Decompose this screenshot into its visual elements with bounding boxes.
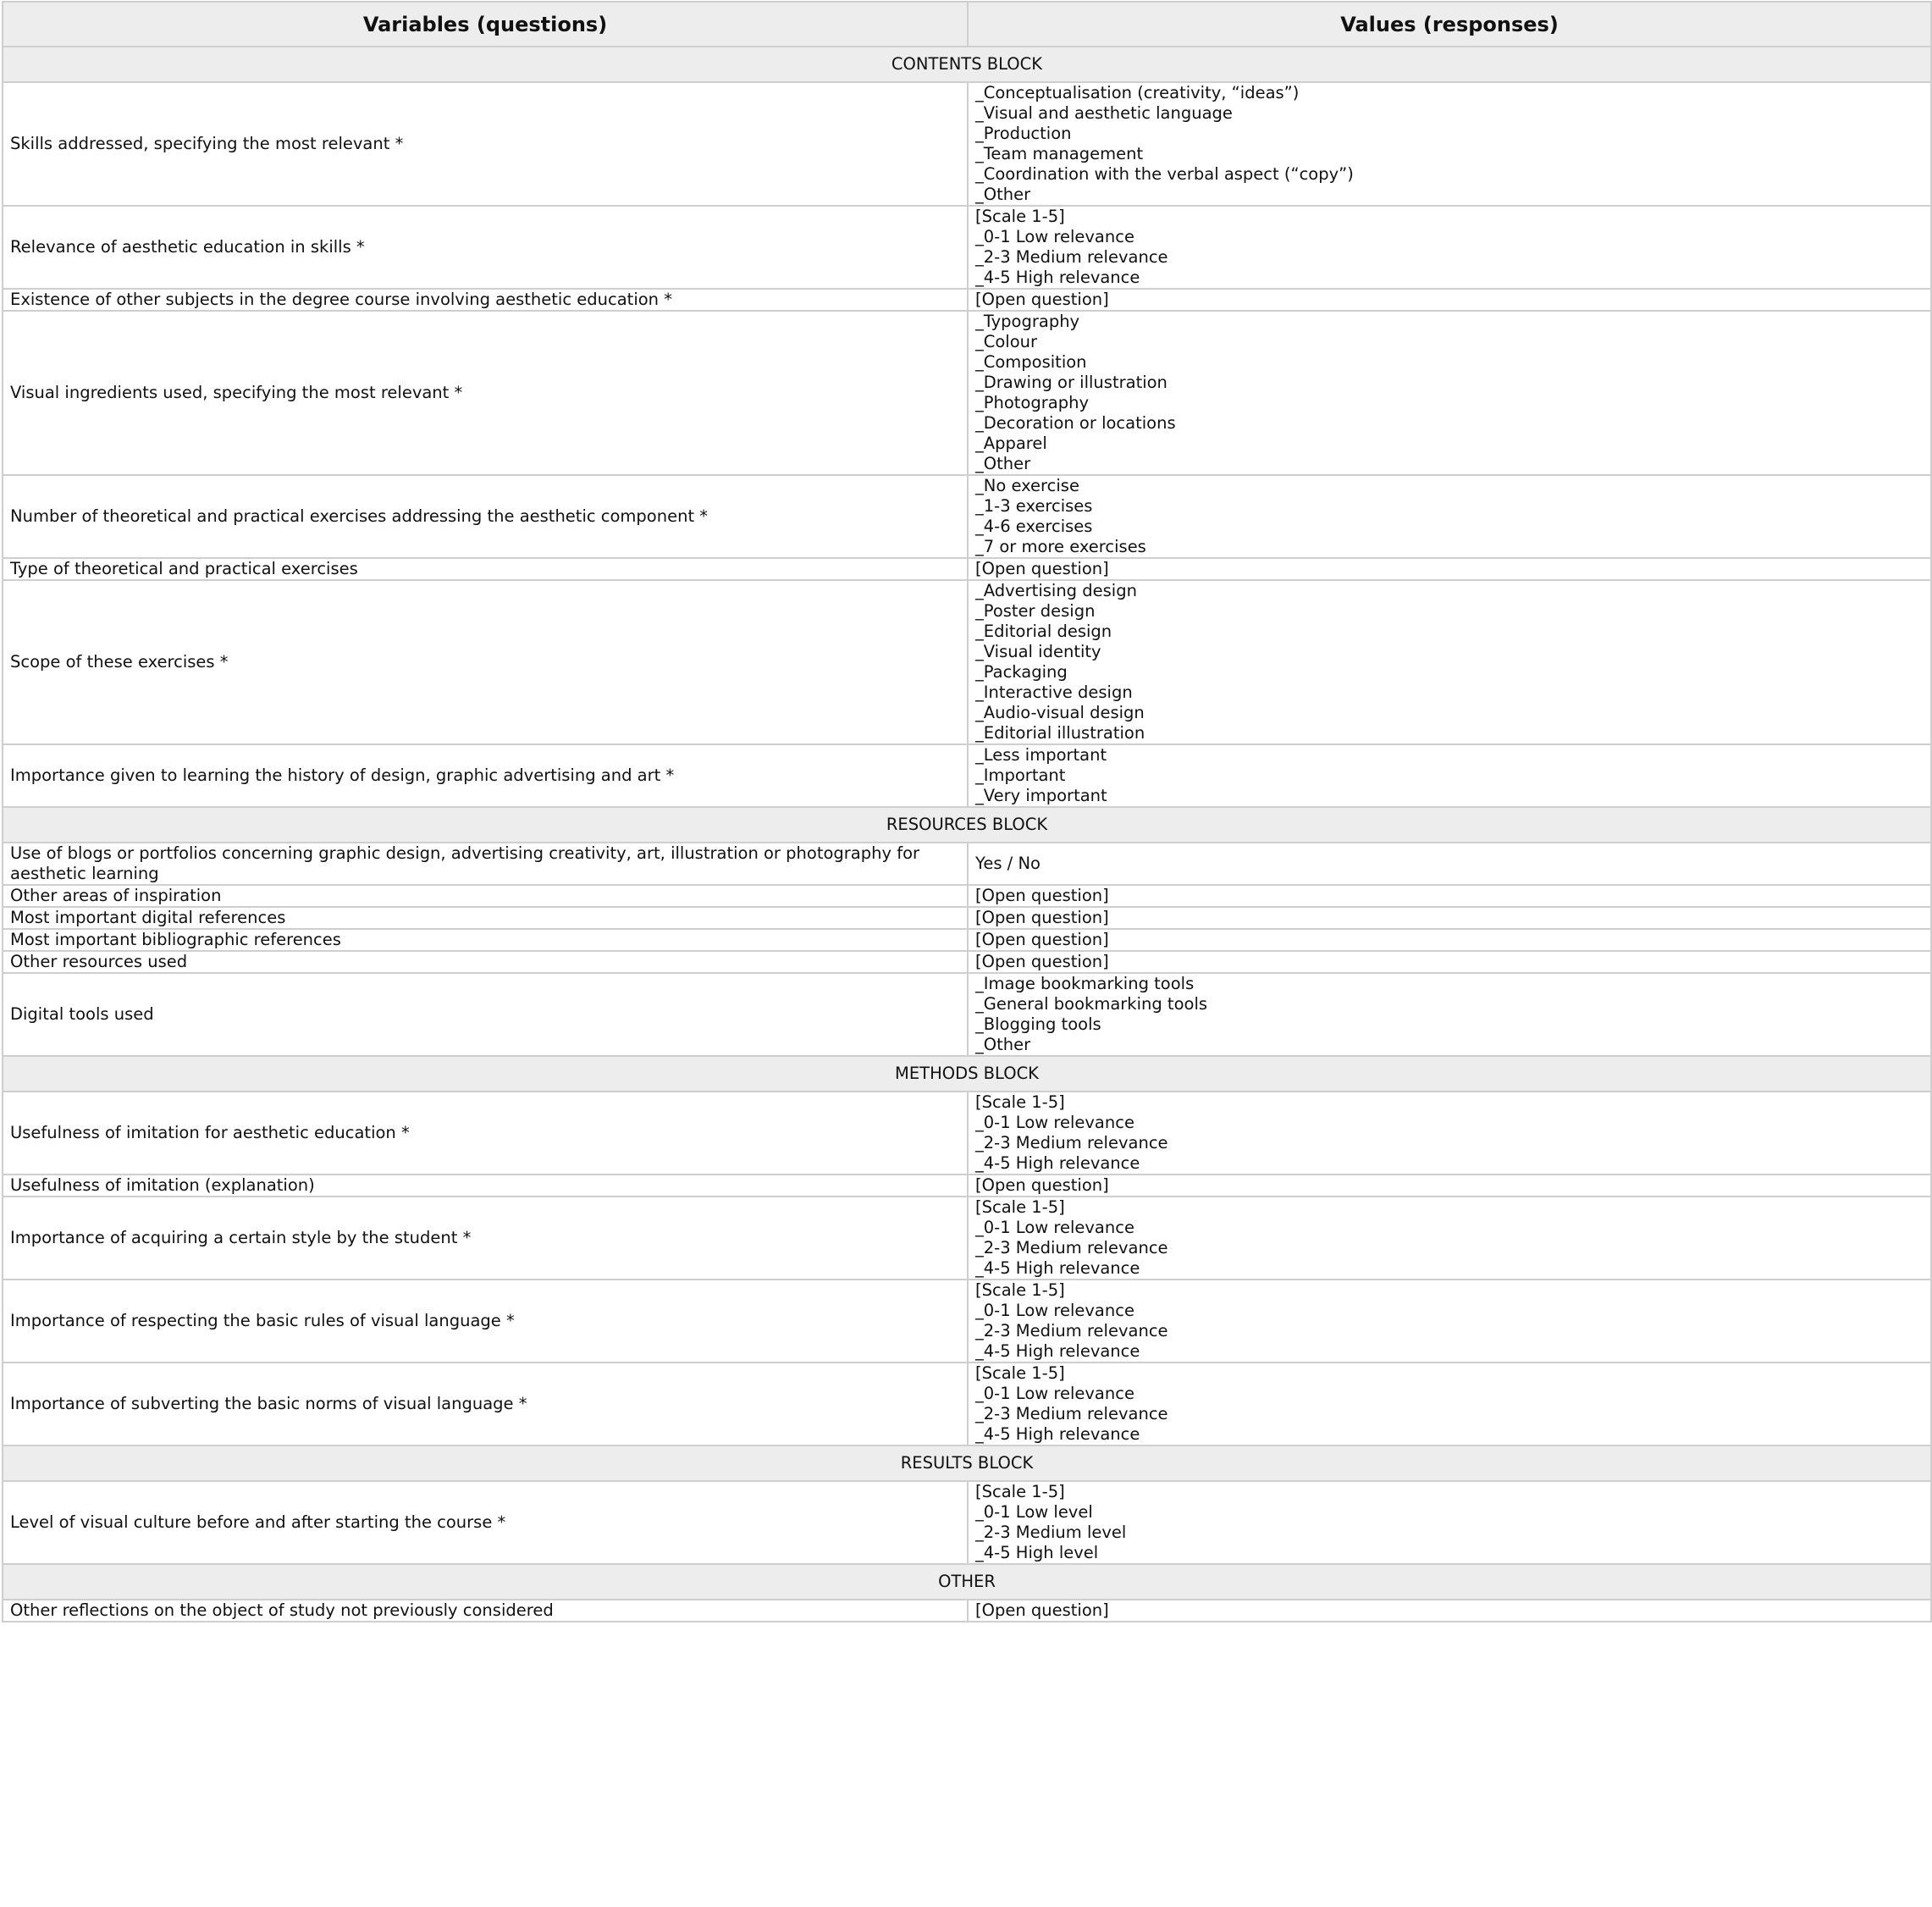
table-row — [3, 907, 1931, 929]
question-cell: Number of theoretical and practical exercises addressing the aesthetic component * — [3, 475, 968, 558]
response-values-cell — [968, 929, 1931, 951]
section-label: CONTENTS BLOCK — [3, 47, 1931, 82]
response-option: _Visual identity — [975, 642, 1101, 661]
response-option: [Scale 1-5] — [975, 1280, 1065, 1300]
response-option: [Open question] — [975, 1175, 1109, 1195]
section-label: OTHER — [3, 1564, 1931, 1600]
question-cell: Importance of respecting the basic rules of visual language * — [3, 1280, 968, 1363]
section-label: METHODS BLOCK — [3, 1056, 1931, 1092]
response-values-cell — [968, 311, 1931, 475]
table-row — [3, 1175, 1931, 1197]
section-label: RESULTS BLOCK — [3, 1445, 1931, 1481]
response-option: _Packaging — [975, 662, 1068, 682]
response-option: _Drawing or illustration — [975, 373, 1167, 392]
response-values-cell — [968, 1092, 1931, 1175]
response-option: _0-1 Low relevance — [975, 1384, 1134, 1403]
response-option: _Advertising design — [975, 581, 1137, 600]
section-header-row — [3, 47, 1931, 82]
response-option: _4-5 High relevance — [975, 1424, 1140, 1444]
question-cell: Visual ingredients used, specifying the most relevant * — [3, 311, 968, 475]
response-values-cell — [968, 1363, 1931, 1445]
table-row — [3, 1481, 1931, 1564]
response-values-cell — [968, 907, 1931, 929]
table-row — [3, 82, 1931, 206]
table-row — [3, 289, 1931, 311]
response-option: [Open question] — [975, 290, 1109, 309]
response-values-cell — [968, 951, 1931, 973]
response-option: _No exercise — [975, 476, 1079, 495]
table-row — [3, 1092, 1931, 1175]
response-option: _Composition — [975, 352, 1087, 372]
response-option: _0-1 Low relevance — [975, 1113, 1134, 1132]
response-option: _Visual and aesthetic language — [975, 103, 1233, 123]
table-row — [3, 951, 1931, 973]
response-option: _4-6 exercises — [975, 517, 1093, 536]
table-body — [3, 47, 1931, 1622]
question-cell: Usefulness of imitation (explanation) — [3, 1175, 968, 1197]
response-option: [Scale 1-5] — [975, 1482, 1065, 1501]
survey-variables-table — [2, 1, 1932, 1622]
response-values-cell — [968, 1197, 1931, 1280]
response-option: _Team management — [975, 144, 1144, 163]
response-option: _0-1 Low relevance — [975, 1218, 1134, 1237]
response-option: _2-3 Medium relevance — [975, 1404, 1168, 1423]
response-option: [Scale 1-5] — [975, 1092, 1065, 1112]
response-values-cell — [968, 289, 1931, 311]
response-values-cell — [968, 206, 1931, 289]
response-option: _Very important — [975, 786, 1107, 805]
response-values-cell — [968, 558, 1931, 580]
response-values-cell — [968, 885, 1931, 907]
table-row — [3, 311, 1931, 475]
response-values-cell — [968, 843, 1931, 885]
response-option: _Other — [975, 454, 1031, 473]
response-values-cell — [968, 82, 1931, 206]
question-cell: Skills addressed, specifying the most relevant * — [3, 82, 968, 206]
response-option: _Production — [975, 124, 1072, 143]
response-option: _Audio-visual design — [975, 703, 1145, 722]
response-option: _Image bookmarking tools — [975, 974, 1195, 993]
response-option: _Typography — [975, 312, 1080, 331]
table-row — [3, 475, 1931, 558]
response-option: _2-3 Medium level — [975, 1523, 1127, 1542]
question-cell: Existence of other subjects in the degree course involving aesthetic education * — [3, 289, 968, 311]
response-option: _4-5 High relevance — [975, 1341, 1140, 1361]
response-option: _0-1 Low level — [975, 1502, 1093, 1522]
response-option: [Open question] — [975, 908, 1109, 927]
response-option: _2-3 Medium relevance — [975, 1238, 1168, 1258]
response-option: [Open question] — [975, 559, 1109, 578]
response-option: _2-3 Medium relevance — [975, 1321, 1168, 1340]
response-option: _4-5 High relevance — [975, 1153, 1140, 1173]
response-option: _Conceptualisation (creativity, “ideas”) — [975, 83, 1300, 102]
response-option: [Open question] — [975, 886, 1109, 905]
response-option: _Coordination with the verbal aspect (“copy”) — [975, 164, 1354, 184]
section-header-row — [3, 1445, 1931, 1481]
response-option: [Scale 1-5] — [975, 1363, 1065, 1383]
response-option: _0-1 Low relevance — [975, 227, 1134, 246]
question-cell: Most important digital references — [3, 907, 968, 929]
table-row — [3, 843, 1931, 885]
response-option: _0-1 Low relevance — [975, 1301, 1134, 1320]
response-values-cell — [968, 580, 1931, 744]
table-row — [3, 206, 1931, 289]
response-option: [Scale 1-5] — [975, 207, 1065, 226]
response-option: [Open question] — [975, 930, 1109, 949]
section-header-row — [3, 1564, 1931, 1600]
section-header-row — [3, 807, 1931, 843]
table-row — [3, 580, 1931, 744]
response-values-cell — [968, 1481, 1931, 1564]
table-row — [3, 929, 1931, 951]
question-cell: Importance given to learning the history of design, graphic advertising and art * — [3, 744, 968, 807]
section-header-row — [3, 1056, 1931, 1092]
response-option: _Colour — [975, 332, 1038, 351]
response-values-cell — [968, 1600, 1931, 1622]
table-row — [3, 973, 1931, 1056]
response-option: _Less important — [975, 745, 1107, 765]
response-option: _Poster design — [975, 601, 1096, 621]
question-cell: Usefulness of imitation for aesthetic education * — [3, 1092, 968, 1175]
response-option: _Editorial illustration — [975, 723, 1145, 743]
question-cell: Other resources used — [3, 951, 968, 973]
question-cell: Importance of acquiring a certain style by the student * — [3, 1197, 968, 1280]
table-row — [3, 1280, 1931, 1363]
question-cell: Level of visual culture before and after starting the course * — [3, 1481, 968, 1564]
response-option: _2-3 Medium relevance — [975, 1133, 1168, 1152]
question-cell: Scope of these exercises * — [3, 580, 968, 744]
question-cell: Other reflections on the object of study not previously considered — [3, 1600, 968, 1622]
response-option: _Blogging tools — [975, 1014, 1101, 1034]
column-header-variables: Variables (questions) — [3, 2, 968, 47]
table-row — [3, 744, 1931, 807]
question-cell: Most important bibliographic references — [3, 929, 968, 951]
response-values-cell — [968, 475, 1931, 558]
question-cell: Use of blogs or portfolios concerning graphic design, advertising creativity, art, illustration or photography for aesthetic learning — [3, 843, 968, 885]
response-option: _2-3 Medium relevance — [975, 247, 1168, 267]
question-cell: Importance of subverting the basic norms of visual language * — [3, 1363, 968, 1445]
response-option: [Scale 1-5] — [975, 1197, 1065, 1217]
response-option: _Important — [975, 766, 1066, 785]
question-cell: Other areas of inspiration — [3, 885, 968, 907]
response-option: [Open question] — [975, 952, 1109, 971]
column-header-values: Values (responses) — [968, 2, 1931, 47]
question-cell: Digital tools used — [3, 973, 968, 1056]
section-label: RESOURCES BLOCK — [3, 807, 1931, 843]
response-option: _Other — [975, 185, 1031, 204]
question-cell: Relevance of aesthetic education in skills * — [3, 206, 968, 289]
question-cell: Type of theoretical and practical exercises — [3, 558, 968, 580]
response-values-cell — [968, 1175, 1931, 1197]
response-option: _4-5 High level — [975, 1543, 1099, 1562]
response-option: _Other — [975, 1035, 1031, 1054]
table-row — [3, 885, 1931, 907]
response-option: _Editorial design — [975, 622, 1112, 641]
response-option: _7 or more exercises — [975, 537, 1146, 556]
survey-table-container — [2, 1, 1930, 1622]
table-row — [3, 558, 1931, 580]
table-row — [3, 1197, 1931, 1280]
response-option: _1-3 exercises — [975, 496, 1093, 516]
table-row — [3, 1363, 1931, 1445]
response-values-cell — [968, 744, 1931, 807]
response-option: _Photography — [975, 393, 1089, 412]
response-option: _Decoration or locations — [975, 413, 1176, 433]
response-option: _Interactive design — [975, 683, 1133, 702]
response-values-cell — [968, 973, 1931, 1056]
table-header-row — [3, 2, 1931, 47]
response-option: Yes / No — [975, 854, 1041, 873]
response-values-cell — [968, 1280, 1931, 1363]
response-option: _4-5 High relevance — [975, 1258, 1140, 1278]
table-row — [3, 1600, 1931, 1622]
response-option: _Apparel — [975, 434, 1047, 453]
response-option: _General bookmarking tools — [975, 994, 1208, 1014]
response-option: _4-5 High relevance — [975, 268, 1140, 287]
response-option: [Open question] — [975, 1600, 1109, 1620]
